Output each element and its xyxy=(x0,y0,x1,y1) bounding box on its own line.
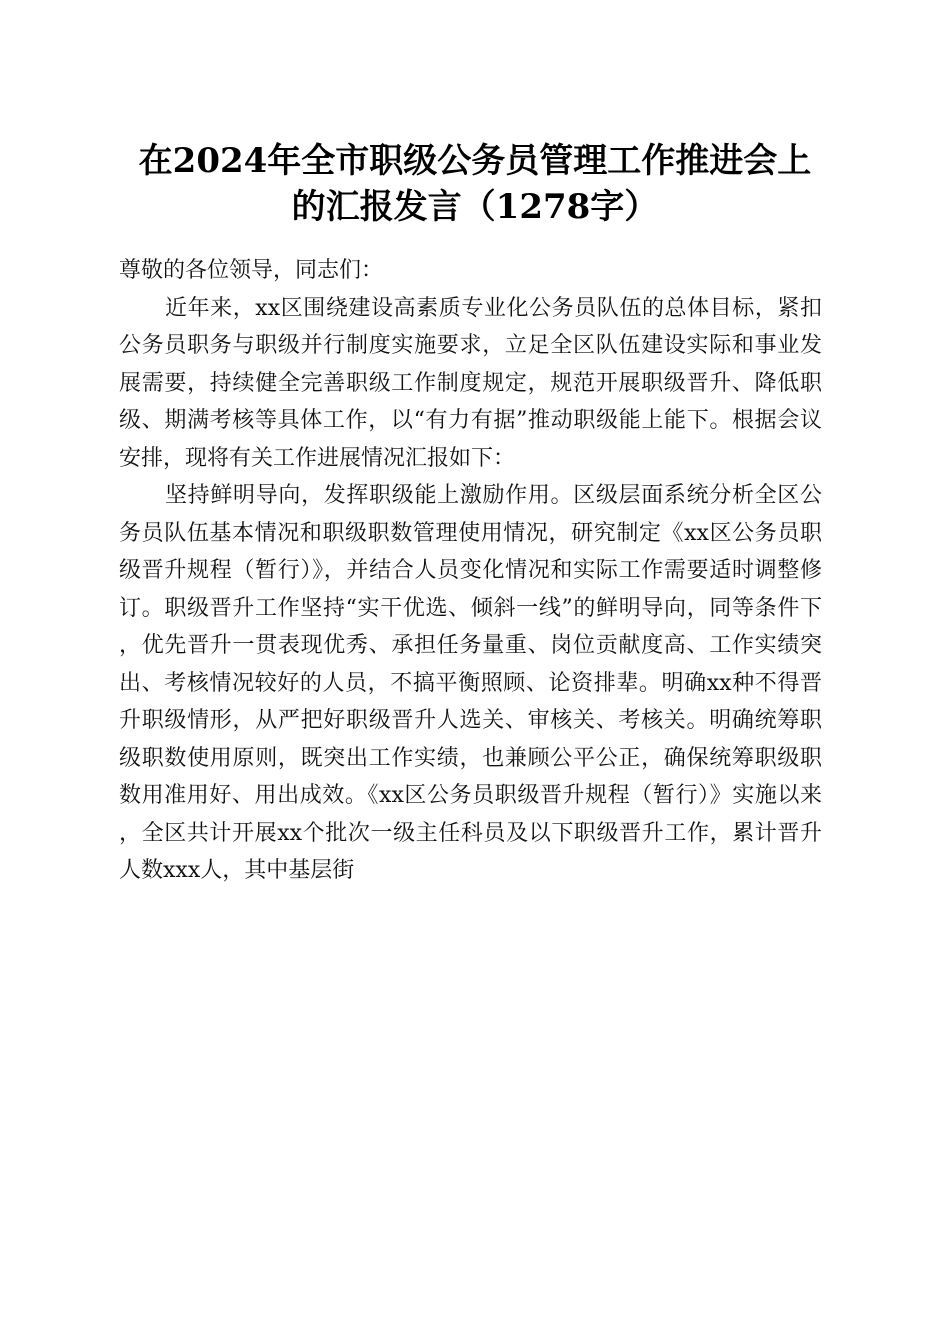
salutation: 尊敬的各位领导，同志们： xyxy=(119,258,384,283)
paragraph-intro: 近年来，xx区围绕建设高素质专业化公务员队伍的总体目标，紧扣公务员职务与职级并行制度实施要求，立足全区队伍建设实际和事业发展需要，持续健全完善职级工作制度规定，规范开展职级晋升、降低职级、期满考核等具体工作，以“有力有据”推动职级能上能下。根据会议安排，现将有关工作进展情况汇报如下： xyxy=(119,295,822,471)
document-title xyxy=(100,138,850,230)
title-line-2: 的汇报发言（1278字） xyxy=(291,187,659,227)
title-line-1: 在2024年全市职级公务员管理工作推进会上 xyxy=(138,141,812,181)
document-body xyxy=(119,252,822,890)
paragraph-promotion: 坚持鲜明导向，发挥职级能上激励作用。区级层面系统分析全区公务员队伍基本情况和职级职数管理使用情况，研究制定《xx区公务员职级晋升规程（暂行）》，并结合人员变化情况和实际工作需要适时调整修订。职级晋升工作坚持“实干优选、倾斜一线”的鲜明导向，同等条件下，优先晋升一贯表现优秀、承担任务量重、岗位贡献度高、工作实绩突出、考核情况较好的人员，不搞平衡照顾、论资排辈。明确xx种不得晋升职级情形，从严把好职级晋升人选关、审核关、考核关。明确统筹职级职数使用原则，既突出工作实绩，也兼顾公平公正，确保统筹职级职数用准用好、用出成效。《xx区公务员职级晋升规程（暂行）》实施以来，全区共计开展xx个批次一级主任科员及以下职级晋升工作，累计晋升人数xxx人，其中基层街 xyxy=(119,483,822,883)
